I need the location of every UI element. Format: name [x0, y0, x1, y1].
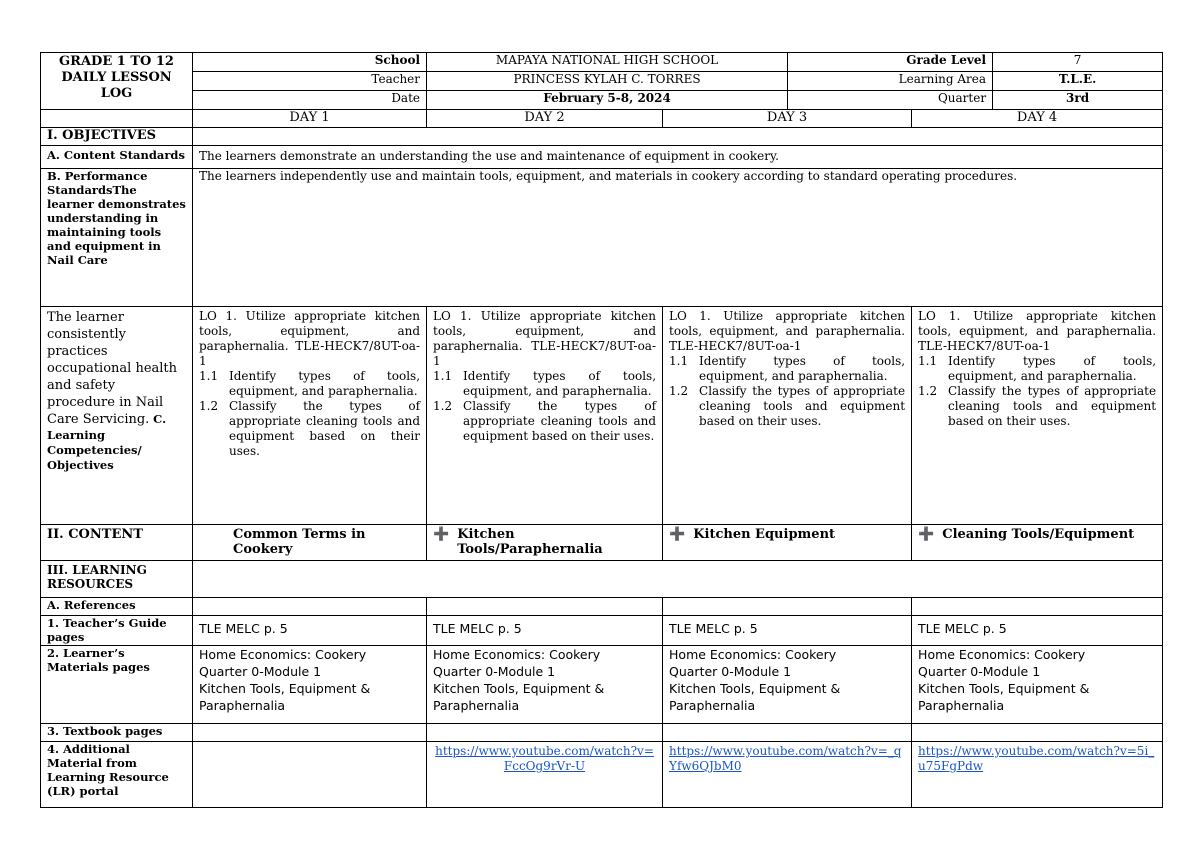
lm-4-line-1: Home Economics: Cookery: [918, 647, 1086, 662]
lo-1-2-text: Classify the types of appropriate cleaning tools and equipment based on their uses.: [229, 399, 421, 458]
content-day-2: Kitchen Tools/Paraphernalia: [457, 527, 603, 557]
school-name: MAPAYA NATIONAL HIGH SCHOOL: [427, 53, 788, 72]
lo-head-1: LO 1. Utilize appropriate kitchen tools, equipment, and paraphernalia. TLE-HECK7/8UT-oa-1: [199, 309, 421, 368]
lo-3-1-num: 1.1: [669, 354, 689, 368]
references-day-1: [193, 598, 427, 616]
lo-4-2-text: Classify the types of appropriate cleaning tools and equipment based on their uses.: [948, 384, 1157, 428]
textbook-day-2: [427, 724, 663, 742]
lm-day-2: [427, 646, 663, 724]
additional-material-label: 4. Additional Material from Learning Resource (LR) portal: [41, 742, 193, 808]
lo-3-2-text: Classify the types of appropriate cleaning tools and equipment based on their uses.: [699, 384, 906, 428]
references-day-3: [663, 598, 912, 616]
textbook-day-3: [663, 724, 912, 742]
additional-day-3: [663, 742, 912, 808]
lm-3-line-4: Paraphernalia: [669, 698, 756, 713]
tg-day-1: TLE MELC p. 5: [193, 616, 427, 646]
lm-4-line-4: Paraphernalia: [918, 698, 1005, 713]
lo-1-1-num: 1.1: [199, 369, 219, 383]
lm-1-line-4: Paraphernalia: [199, 698, 286, 713]
references-day-2: [427, 598, 663, 616]
lm-2-line-2: Quarter 0-Module 1: [433, 664, 556, 679]
learning-area-value: T.L.E.: [993, 72, 1163, 91]
lo-4-1-num: 1.1: [918, 354, 938, 368]
lm-3-line-1: Home Economics: Cookery: [669, 647, 837, 662]
lm-4-line-3: Kitchen Tools, Equipment &: [918, 681, 1090, 696]
lo-head-2: LO 1. Utilize appropriate kitchen tools, equipment, and paraphernalia. TLE-HECK7/8UT-oa-1: [433, 309, 657, 368]
content-heading: II. CONTENT: [41, 525, 193, 561]
lo-2-1-text: Identify types of tools, equipment, and paraphernalia.: [463, 369, 657, 398]
arrow-bullet-icon: ➕: [918, 527, 935, 542]
date-label: Date: [193, 91, 427, 110]
lo-4-1-text: Identify types of tools, equipment, and paraphernalia.: [948, 354, 1157, 383]
teacher-name: PRINCESS KYLAH C. TORRES: [427, 72, 788, 91]
daily-lesson-log: [40, 52, 1162, 808]
lo-day-1: [193, 307, 427, 525]
content-day-3: Kitchen Equipment: [693, 527, 836, 542]
lo-4-2-num: 1.2: [918, 384, 938, 398]
school-label: School: [193, 53, 427, 72]
quarter-value: 3rd: [993, 91, 1163, 110]
arrow-bullet-icon: ➕: [433, 527, 450, 542]
competencies-cell: [41, 307, 193, 525]
content-day-1: Common Terms in Cookery: [193, 525, 427, 561]
form-title: GRADE 1 TO 12 DAILY LESSON LOG: [41, 53, 193, 110]
day-header-1: DAY 1: [193, 110, 427, 128]
content-day-2-cell: [427, 525, 663, 561]
lesson-log-table: [40, 52, 1163, 808]
textbook-day-4: [912, 724, 1163, 742]
grade-level-value: 7: [993, 53, 1163, 72]
learners-materials-label: 2. Learner’s Materials pages: [41, 646, 193, 724]
day-header-4: DAY 4: [912, 110, 1163, 128]
objectives-blank: [193, 128, 1163, 146]
lm-day-3: [663, 646, 912, 724]
day-header-3: DAY 3: [663, 110, 912, 128]
textbook-label: 3. Textbook pages: [41, 724, 193, 742]
performance-standards-label: B. Performance StandardsThe learner demonstrates understanding in maintaining tools and equipment in Nail Care: [41, 169, 193, 307]
resources-blank: [193, 561, 1163, 598]
lo-1-1-text: Identify types of tools, equipment, and paraphernalia.: [229, 369, 421, 398]
arrow-bullet-icon: ➕: [669, 527, 686, 542]
lo-day-4: [912, 307, 1163, 525]
lm-1-line-2: Quarter 0-Module 1: [199, 664, 322, 679]
lo-2-2-text: Classify the types of appropriate cleaning tools and equipment based on their uses.: [463, 399, 657, 443]
lo-day-3: [663, 307, 912, 525]
lm-2-line-3: Kitchen Tools, Equipment &: [433, 681, 605, 696]
performance-standards-text: The learners independently use and maintain tools, equipment, and materials in cookery according to standard operating procedures.: [193, 169, 1163, 307]
lo-head-3: LO 1. Utilize appropriate kitchen tools, equipment, and paraphernalia. TLE-HECK7/8UT-oa-1: [669, 309, 906, 353]
youtube-link-day-2[interactable]: https://www.youtube.com/watch?v=FccOg9rVr-U: [435, 744, 654, 773]
competency-intro: The learner consistently practices occupational health and safety procedure in Nail Care Servicing.: [47, 310, 178, 427]
learning-area-label: Learning Area: [788, 72, 993, 91]
date-value: February 5-8, 2024: [427, 91, 788, 110]
tg-day-2: TLE MELC p. 5: [427, 616, 663, 646]
lo-2-2-num: 1.2: [433, 399, 453, 413]
content-standards-label: A. Content Standards: [41, 146, 193, 169]
tg-day-3: TLE MELC p. 5: [663, 616, 912, 646]
objectives-heading: I. OBJECTIVES: [41, 128, 193, 146]
textbook-day-1: [193, 724, 427, 742]
lo-2-1-num: 1.1: [433, 369, 453, 383]
lo-head-4: LO 1. Utilize appropriate kitchen tools, equipment, and paraphernalia. TLE-HECK7/8UT-oa-1: [918, 309, 1157, 353]
teachers-guide-label: 1. Teacher’s Guide pages: [41, 616, 193, 646]
youtube-link-day-4[interactable]: https://www.youtube.com/watch?v=5i_u75FgPdw: [918, 744, 1155, 773]
lm-1-line-3: Kitchen Tools, Equipment &: [199, 681, 371, 696]
lm-day-4: [912, 646, 1163, 724]
grade-level-label: Grade Level: [788, 53, 993, 72]
youtube-link-day-3[interactable]: https://www.youtube.com/watch?v=_qYfw6QJbM0: [669, 744, 902, 773]
additional-day-2: [427, 742, 663, 808]
references-day-4: [912, 598, 1163, 616]
tg-day-4: TLE MELC p. 5: [912, 616, 1163, 646]
content-standards-text: The learners demonstrate an understanding the use and maintenance of equipment in cookery.: [193, 146, 1163, 169]
additional-day-1: [193, 742, 427, 808]
lm-day-1: [193, 646, 427, 724]
lm-2-line-1: Home Economics: Cookery: [433, 647, 601, 662]
references-label: A. References: [41, 598, 193, 616]
content-day-3-cell: [663, 525, 912, 561]
lm-2-line-4: Paraphernalia: [433, 698, 520, 713]
content-day-4: Cleaning Tools/Equipment: [942, 527, 1135, 542]
lo-3-1-text: Identify types of tools, equipment, and paraphernalia.: [699, 354, 906, 383]
lo-day-2: [427, 307, 663, 525]
lm-3-line-3: Kitchen Tools, Equipment &: [669, 681, 841, 696]
quarter-label: Quarter: [788, 91, 993, 110]
teacher-label: Teacher: [193, 72, 427, 91]
day-header-blank: [41, 110, 193, 128]
lo-1-2-num: 1.2: [199, 399, 219, 413]
lm-4-line-2: Quarter 0-Module 1: [918, 664, 1041, 679]
lo-3-2-num: 1.2: [669, 384, 689, 398]
lm-3-line-2: Quarter 0-Module 1: [669, 664, 792, 679]
lm-1-line-1: Home Economics: Cookery: [199, 647, 367, 662]
additional-day-4: [912, 742, 1163, 808]
day-header-2: DAY 2: [427, 110, 663, 128]
resources-heading: III. LEARNING RESOURCES: [41, 561, 193, 598]
competency-label: C. Learning Competencies/ Objectives: [47, 412, 167, 472]
content-day-4-cell: [912, 525, 1163, 561]
